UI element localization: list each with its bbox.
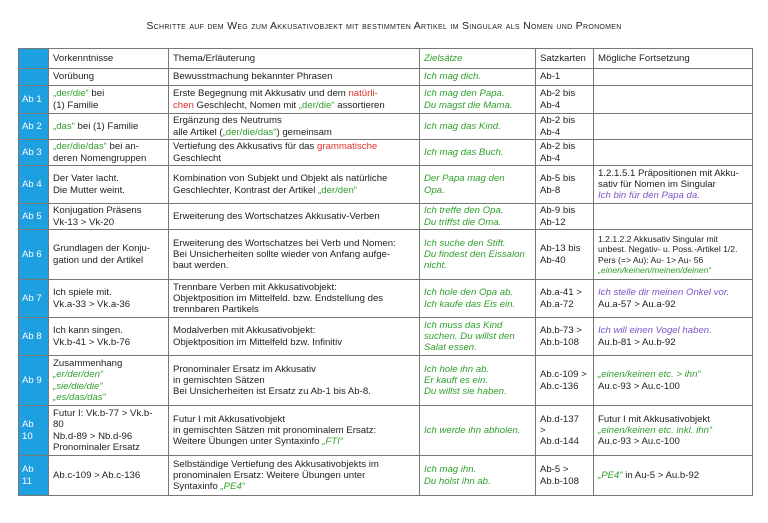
fort-cell: 1.2.1.5.1 Präpositionen mit Akku- sativ für Nomen im Singular Ich bin für den Papa da. — [594, 166, 753, 204]
vorkenntnisse-cell: Konjugation Präsens Vk-13 > Vk-20 — [49, 204, 169, 230]
thema-cell: Erweiterung des Wortschatzes Akkusativ-Verben — [169, 204, 420, 230]
satz-cell: Ab-9 bis Ab-12 — [536, 204, 594, 230]
header-thema: Thema/Erläuterung — [169, 49, 420, 69]
satz-cell: Ab-1 — [536, 69, 594, 86]
fort-cell: Ich stelle dir meinen Onkel vor. Au.a-57 > Au.a-92 — [594, 280, 753, 318]
vorkenntnisse-cell: „das“ bei (1) Familie — [49, 114, 169, 140]
fort-cell — [594, 69, 753, 86]
row-label: Ab 7 — [19, 280, 49, 318]
vorkenntnisse-cell: Ab.c-109 > Ab.c-136 — [49, 456, 169, 496]
row-label: Ab 1 — [19, 86, 49, 114]
satz-cell: Ab-13 bis Ab-40 — [536, 230, 594, 280]
thema-cell: Futur I mit Akkusativobjekt in gemischten Sätzen mit pronominalem Ersatz: Weitere Übungen unter Syntaxinfo „FTI“ — [169, 406, 420, 456]
ziel-cell: Ich mag das Kind. — [420, 114, 536, 140]
vorkenntnisse-cell: „der/die/das“ bei an- deren Nomengruppen — [49, 140, 169, 166]
vorkenntnisse-cell: Ich kann singen. Vk.b-41 > Vk.b-76 — [49, 318, 169, 356]
satz-cell: Ab-2 bis Ab-4 — [536, 114, 594, 140]
thema-cell: Modalverben mit Akkusativobjekt: Objektposition im Mittelfeld bzw. Infinitiv — [169, 318, 420, 356]
table-row — [19, 114, 753, 140]
ziel-cell: Ich mag das Buch. — [420, 140, 536, 166]
satz-cell: Ab-2 bis Ab-4 — [536, 140, 594, 166]
satz-cell: Ab-2 bis Ab-4 — [536, 86, 594, 114]
thema-cell: Bewusstmachung bekannter Phrasen — [169, 69, 420, 86]
ziel-cell: Ich hole den Opa ab. Ich kaufe das Eis ein. — [420, 280, 536, 318]
fort-cell: „einen/keinen etc. > ihn“ Au.c-93 > Au.c-100 — [594, 356, 753, 406]
satz-cell: Ab.c-109 > Ab.c-136 — [536, 356, 594, 406]
satz-cell: Ab.d-137 > Ab.d-144 — [536, 406, 594, 456]
row-label — [19, 69, 49, 86]
vorkenntnisse-cell: Der Vater lacht. Die Mutter weint. — [49, 166, 169, 204]
fort-cell: Ich will einen Vogel haben. Au.b-81 > Au.b-92 — [594, 318, 753, 356]
table-row — [19, 230, 753, 280]
ziel-cell: Der Papa mag den Opa. — [420, 166, 536, 204]
thema-cell: Ergänzung des Neutrums alle Artikel („der/die/das“) gemeinsam — [169, 114, 420, 140]
row-label: Ab 4 — [19, 166, 49, 204]
header-zielsaetze: Zielsätze — [420, 49, 536, 69]
ziel-cell: Ich suche den Stift. Du findest den Eissalon nicht. — [420, 230, 536, 280]
thema-cell: Vertiefung des Akkusativs für das grammatische Geschlecht — [169, 140, 420, 166]
thema-cell: Selbständige Vertiefung des Akkusativobjekts im pronominalen Ersatz: Weitere Übungen unter Syntaxinfo „PE4“ — [169, 456, 420, 496]
thema-cell: Trennbare Verben mit Akkusativobjekt: Objektposition im Mittelfeld. bzw. Endstellung des trennbaren Partikels — [169, 280, 420, 318]
vorkenntnisse-cell: Ich spiele mit. Vk.a-33 > Vk.a-36 — [49, 280, 169, 318]
ziel-cell: Ich werde ihn abholen. — [420, 406, 536, 456]
satz-cell: Ab.b-73 > Ab.b-108 — [536, 318, 594, 356]
row-label: Ab 9 — [19, 356, 49, 406]
thema-cell: Pronominaler Ersatz im Akkusativ in gemischten Sätzen Bei Unsicherheiten ist Ersatz zu Ab-1 bis Ab-8. — [169, 356, 420, 406]
row-label: Ab 6 — [19, 230, 49, 280]
ziel-cell: Ich mag ihn. Du holst ihn ab. — [420, 456, 536, 496]
table-row — [19, 86, 753, 114]
vorkenntnisse-cell: Futur I: Vk.b-77 > Vk.b- 80 Nb.d-89 > Nb.d-96 Pronominaler Ersatz — [49, 406, 169, 456]
table-row — [19, 318, 753, 356]
table-row — [19, 356, 753, 406]
row-label: Ab 11 — [19, 456, 49, 496]
thema-cell: Erste Begegnung mit Akkusativ und dem natürli- chen Geschlecht, Nomen mit „der/die“ assortieren — [169, 86, 420, 114]
ziel-cell: Ich mag dich. — [420, 69, 536, 86]
vorkenntnisse-cell: „der/die“ bei (1) Familie — [49, 86, 169, 114]
row-label: Ab 3 — [19, 140, 49, 166]
satz-cell: Ab-5 bis Ab-8 — [536, 166, 594, 204]
fort-cell: Futur I mit Akkusativobjekt „einen/keinen etc. inkl. ihn“ Au.c-93 > Au.c-100 — [594, 406, 753, 456]
table-row — [19, 69, 753, 86]
ziel-cell: Ich muss das Kind suchen. Du willst den Salat essen. — [420, 318, 536, 356]
fort-cell: 1.2.1.2.2 Akkusativ Singular mit unbest. Negativ- u. Poss.-Artikel 1/2. Pers (=> Au): Au- 1> Au- 56 „einen/keinen/meinen/deinen“ — [594, 230, 753, 280]
fort-cell — [594, 204, 753, 230]
fort-cell — [594, 140, 753, 166]
fort-cell — [594, 86, 753, 114]
fort-cell: „PE4“ in Au-5 > Au.b-92 — [594, 456, 753, 496]
table-row — [19, 166, 753, 204]
table-row — [19, 204, 753, 230]
vorkenntnisse-cell: Zusammenhang „er/der/den“ „sie/die/die“ „es/das/das“ — [49, 356, 169, 406]
ziel-cell: Ich mag den Papa. Du magst die Mama. — [420, 86, 536, 114]
fort-cell — [594, 114, 753, 140]
header-label-cell — [19, 49, 49, 69]
table-header-row — [19, 49, 753, 69]
thema-cell: Erweiterung des Wortschatzes bei Verb und Nomen: Bei Unsicherheiten sollte wieder von Anfang aufge- baut werden. — [169, 230, 420, 280]
table-row — [19, 456, 753, 496]
ziel-cell: Ich hole ihn ab. Er kauft es ein. Du willst sie haben. — [420, 356, 536, 406]
ziel-cell: Ich treffe den Opa. Du triffst die Oma. — [420, 204, 536, 230]
table-row — [19, 406, 753, 456]
row-label: Ab 10 — [19, 406, 49, 456]
satz-cell: Ab-5 > Ab.b-108 — [536, 456, 594, 496]
page-title: Schritte auf dem Weg zum Akkusativobjekt mit bestimmten Artikel im Singular als Nomen und Pronomen — [146, 20, 622, 32]
row-label: Ab 8 — [19, 318, 49, 356]
header-satzkarten: Satzkarten — [536, 49, 594, 69]
row-label: Ab 5 — [19, 204, 49, 230]
header-vorkenntnisse: Vorkenntnisse — [49, 49, 169, 69]
thema-cell: Kombination von Subjekt und Objekt als natürliche Geschlechter, Kontrast der Artikel „der/den“ — [169, 166, 420, 204]
header-fortsetzung: Mögliche Fortsetzung — [594, 49, 753, 69]
row-label: Ab 2 — [19, 114, 49, 140]
vorkenntnisse-cell: Grundlagen der Konju- gation und der Artikel — [49, 230, 169, 280]
steps-table — [18, 48, 753, 496]
table-row — [19, 140, 753, 166]
table-row — [19, 280, 753, 318]
vorkenntnisse-cell: Vorübung — [49, 69, 169, 86]
satz-cell: Ab.a-41 > Ab.a-72 — [536, 280, 594, 318]
